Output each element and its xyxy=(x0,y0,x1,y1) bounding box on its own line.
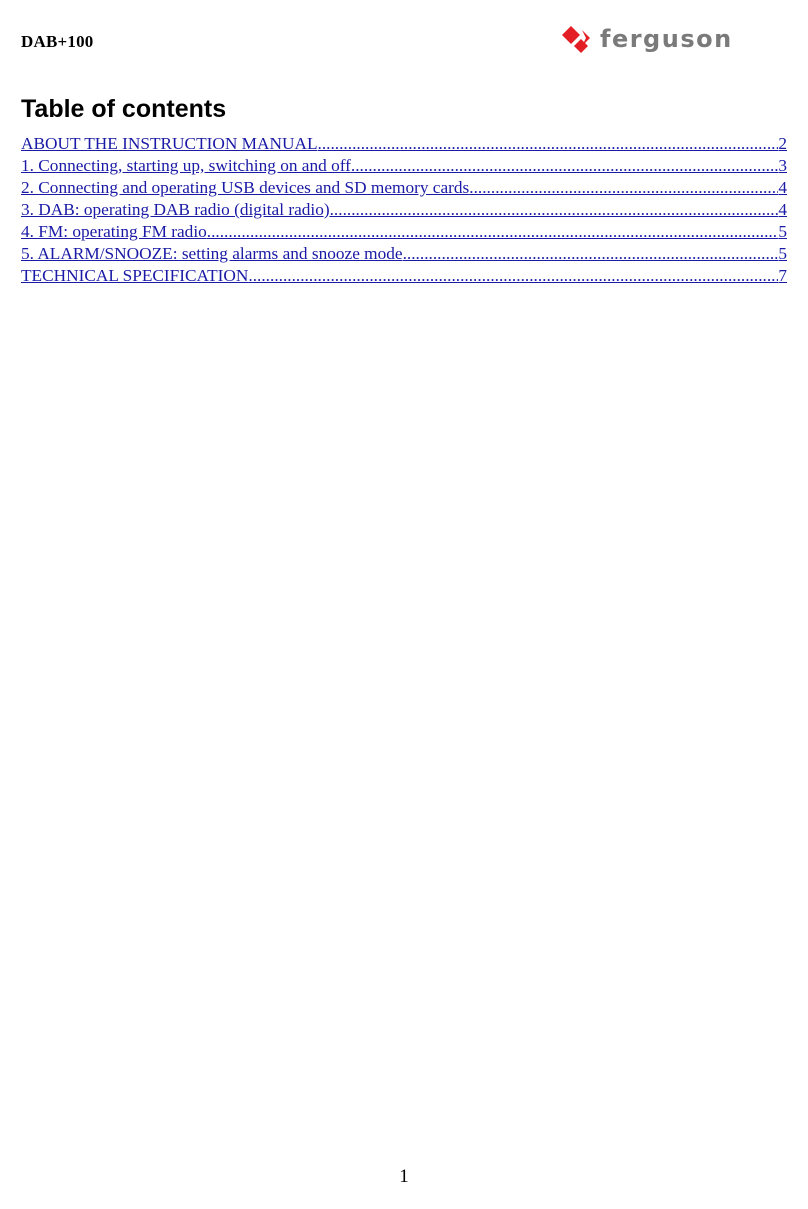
toc-dot-leader xyxy=(403,243,779,265)
toc-dot-leader xyxy=(469,177,778,199)
ferguson-logo xyxy=(562,22,792,56)
ferguson-logo-mark xyxy=(562,26,590,53)
toc-entry-title: 4. FM: operating FM radio xyxy=(21,222,207,241)
toc-entry-title: 2. Connecting and operating USB devices and SD memory cards xyxy=(21,178,470,197)
toc-entry-about-manual[interactable] xyxy=(21,133,787,155)
toc-entry-page: 4 xyxy=(778,178,787,197)
toc-entry-alarm-snooze[interactable] xyxy=(21,243,787,265)
toc-entry-title: ABOUT THE INSTRUCTION MANUAL xyxy=(21,134,318,153)
toc-entry-usb-sd[interactable] xyxy=(21,177,787,199)
toc-entry-page: 5 xyxy=(778,244,787,263)
toc-entry-page: 5 xyxy=(778,222,787,241)
document-model-name: DAB+100 xyxy=(21,32,94,51)
toc-entry-page: 7 xyxy=(778,266,787,285)
toc-entry-title: TECHNICAL SPECIFICATION xyxy=(21,266,249,285)
toc-entry-page: 4 xyxy=(778,200,787,219)
toc-list xyxy=(21,133,787,287)
toc-entry-title: 3. DAB: operating DAB radio (digital radio) xyxy=(21,200,330,219)
page-number: 1 xyxy=(399,1166,409,1187)
toc-entry-fm[interactable] xyxy=(21,221,787,243)
toc-dot-leader xyxy=(207,221,779,243)
toc-dot-leader xyxy=(351,155,778,177)
toc-entry-technical-spec[interactable] xyxy=(21,265,787,287)
toc-entry-page: 2 xyxy=(778,134,787,153)
toc-entry-page: 3 xyxy=(778,156,787,175)
toc-entry-title: 5. ALARM/SNOOZE: setting alarms and snooze mode xyxy=(21,244,403,263)
toc-dot-leader xyxy=(248,265,778,287)
toc-entry-connecting[interactable] xyxy=(21,155,787,177)
toc-entry-title: 1. Connecting, starting up, switching on and off xyxy=(21,156,351,175)
toc-dot-leader xyxy=(318,133,779,155)
toc-heading: Table of contents xyxy=(21,95,227,123)
ferguson-logo-wordmark: ferguson xyxy=(600,25,733,53)
toc-entry-dab[interactable] xyxy=(21,199,787,221)
toc-dot-leader xyxy=(330,199,779,221)
